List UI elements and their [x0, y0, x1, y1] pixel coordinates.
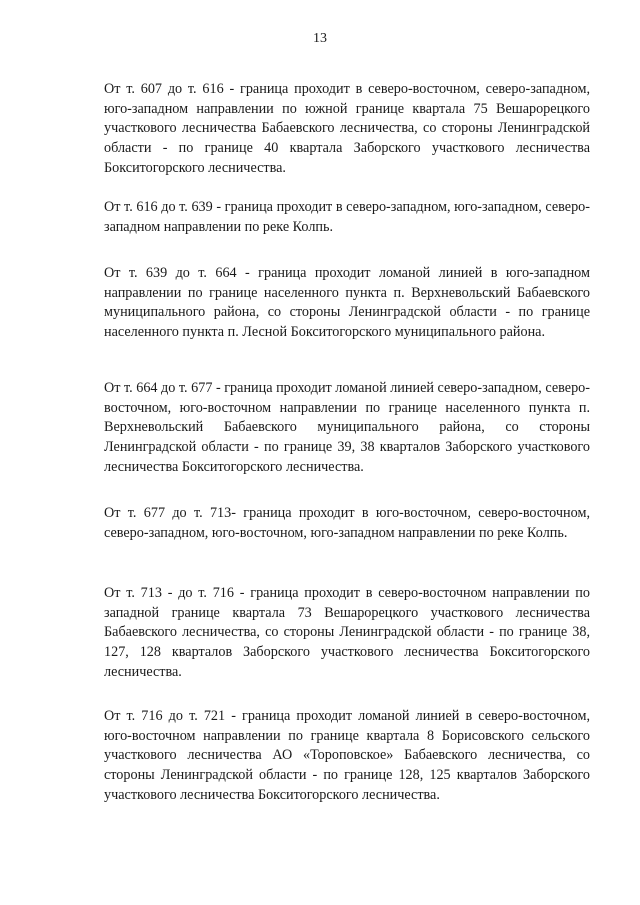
paragraph-segment-677-713: От т. 677 до т. 713- граница проходит в юго-восточном, северо-восточном, северо-западном, юго-восточном, юго-западном направлении по реке Колпь.	[104, 505, 590, 541]
paragraph-segment-713-716: От т. 713 - до т. 716 - граница проходит в северо-восточном направлении по западной границе квартала 73 Вешарорецкого участкового лесничества Бабаевского лесничества, со стороны Ленинградской области - по границе 38, 127, 128 кварталов Заборского участкового лесничества Бокситогорского лесничества.	[104, 585, 590, 680]
paragraph-segment-607-616: От т. 607 до т. 616 - граница проходит в северо-восточном, северо-западном, юго-западном направлении по южной границе квартала 75 Вешарорецкого участкового лесничества Бабаевского лесничества, со стороны Ленинградской области - по границе 40 квартала Заборского участкового лесничества Бокситогорского лесничества.	[104, 81, 590, 176]
paragraph-segment-664-677: От т. 664 до т. 677 - граница проходит ломаной линией северо-западном, северо-восточном, юго-восточном направлении по границе населенного пункта п. Верхневольский Бабаевского муниципального района, со стороны Ленинградской области - по границе 39, 38 кварталов Заборского участкового лесничества Бокситогорского лесничества.	[104, 380, 590, 475]
paragraph-segment-639-664: От т. 639 до т. 664 - граница проходит ломаной линией в юго-западном направлении по границе населенного пункта п. Верхневольский Бабаевского муниципального района, со стороны Ленинградской области - по границе населенного пункта п. Лесной Бокситогорского муниципального района.	[104, 265, 590, 340]
page-number: 13	[313, 31, 327, 46]
paragraph-segment-616-639: От т. 616 до т. 639 - граница проходит в северо-западном, юго-западном, северо-западном направлении по реке Колпь.	[104, 199, 590, 235]
paragraph-segment-716-721: От т. 716 до т. 721 - граница проходит ломаной линией в северо-восточном, юго-восточном направлении по границе квартала 8 Борисовского сельского участкового лесничества АО «Тороповское» Бабаевского лесничества, со стороны Ленинградской области - по границе 128, 125 кварталов Заборского участкового лесничества Бокситогорского лесничества.	[104, 708, 590, 803]
